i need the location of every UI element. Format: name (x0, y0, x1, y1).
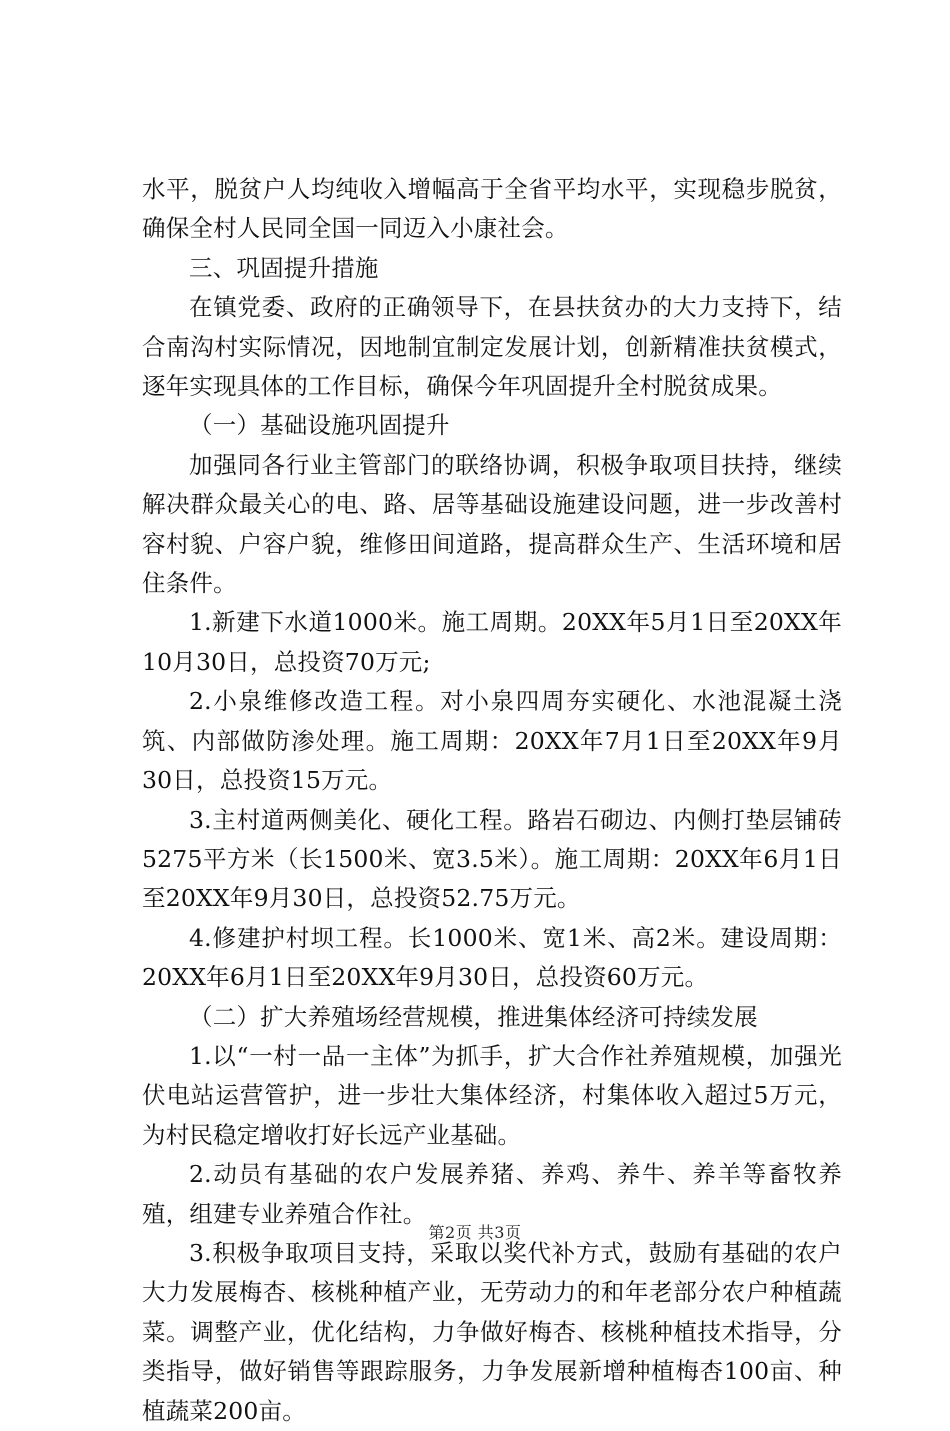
page-footer: 第2页 共3页 (428, 1223, 522, 1242)
list-item: 2.动员有基础的农户发展养猪、养鸡、养牛、养羊等畜牧养殖，组建专业养殖合作社。 (142, 1160, 842, 1228)
paragraph: 加强同各行业主管部门的联络协调，积极争取项目扶持，继续解决群众最关心的电、路、居等基础设施建设问题，进一步改善村容村貌、户容户貌，维修田间道路，提高群众生产、生活环境和居住条件。 (142, 450, 842, 598)
section-heading-3: 三、巩固提升措施 (189, 253, 379, 282)
list-item: 1.以“一村一品一主体”为抓手，扩大合作社养殖规模，加强光伏电站运营管护，进一步壮大集体经济，村集体收入超过5万元，为村民稳定增收打好长远产业基础。 (142, 1041, 842, 1149)
list-item: 3.主村道两侧美化、硬化工程。路岩石砌边、内侧打垫层铺砖5275平方米（长1500米、宽3.5米）。施工周期：20XX年6月1日至20XX年9月30日，总投资52.75万元。 (142, 805, 842, 913)
subsection-heading-2: （二）扩大养殖场经营规模，推进集体经济可持续发展 (189, 1002, 758, 1031)
paragraph: 在镇党委、政府的正确领导下，在县扶贫办的大力支持下，结合南沟村实际情况，因地制宜制定发展计划，创新精准扶贫模式，逐年实现具体的工作目标，确保今年巩固提升全村脱贫成果。 (142, 293, 842, 401)
subsection-heading-1: （一）基础设施巩固提升 (189, 411, 450, 440)
list-item: 1.新建下水道1000米。施工周期。20XX年5月1日至20XX年10月30日，总投资70万元; (142, 608, 842, 676)
paragraph-intro: 水平，脱贫户人均纯收入增幅高于全省平均水平，实现稳步脱贫，确保全村人民同全国一同迈入小康社会。 (142, 175, 842, 243)
list-item: 2.小泉维修改造工程。对小泉四周夯实硬化、水池混凝土浇筑、内部做防渗处理。施工周期：20XX年7月1日至20XX年9月30日，总投资15万元。 (142, 687, 842, 795)
list-item: 4.修建护村坝工程。长1000米、宽1米、高2米。建设周期：20XX年6月1日至20XX年9月30日，总投资60万元。 (142, 923, 842, 992)
list-item: 3.积极争取项目支持，采取以奖代补方式，鼓励有基础的农户大力发展梅杏、核桃种植产业，无劳动力的和年老部分农户种植蔬菜。调整产业，优化结构，力争做好梅杏、核桃种植技术指导，分类指导，做好销售等跟踪服务，力争发展新增种植梅杏100亩、种植蔬菜200亩。 (142, 1238, 842, 1425)
